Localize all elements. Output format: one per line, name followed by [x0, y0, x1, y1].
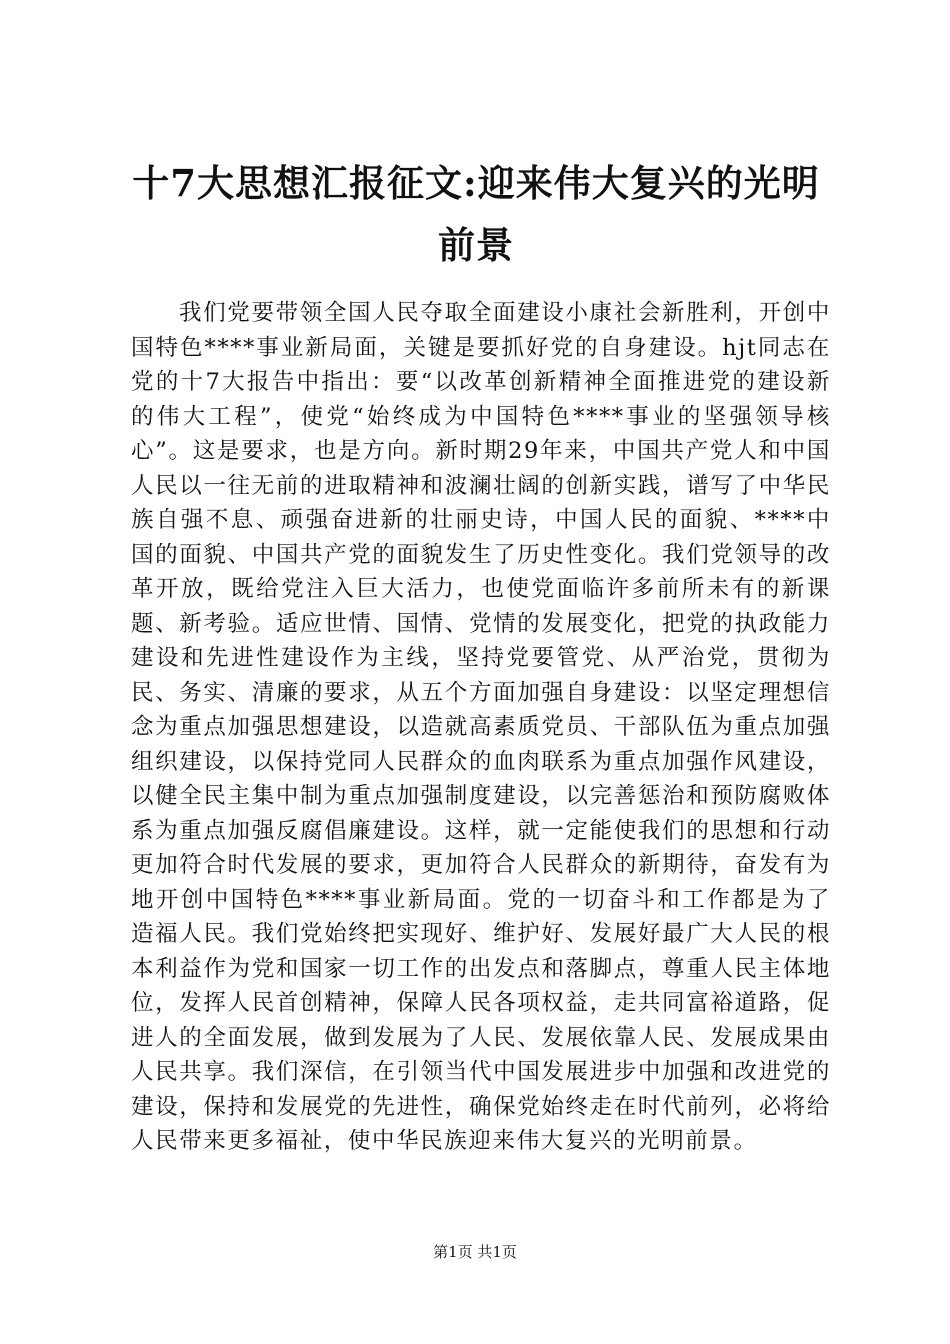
- page-number-footer: 第1页 共1页: [433, 1243, 517, 1261]
- document-body-paragraph: 我们党要带领全国人民夺取全面建设小康社会新胜利，开创中国特色****事业新局面，关键是要抓好党的自身建设。hjt同志在党的十7大报告中指出：要“以改革创新精神全面推进党的建设新的伟大工程”，使党“始终成为中国特色****事业的坚强领导核心”。这是要求，也是方向。新时期29年来，中国共产党人和中国人民以一往无前的进取精神和波澜壮阔的创新实践，谱写了中华民族自强不息、顽强奋进新的壮丽史诗，中国人民的面貌、****中国的面貌、中国共产党的面貌发生了历史性变化。我们党领导的改革开放，既给党注入巨大活力，也使党面临许多前所未有的新课题、新考验。适应世情、国情、党情的发展变化，把党的执政能力建设和先进性建设作为主线，坚持党要管党、从严治党，贯彻为民、务实、清廉的要求，从五个方面加强自身建设：以坚定理想信念为重点加强思想建设，以造就高素质党员、干部队伍为重点加强组织建设，以保持党同人民群众的血肉联系为重点加强作风建设，以健全民主集中制为重点加强制度建设，以完善惩治和预防腐败体系为重点加强反腐倡廉建设。这样，就一定能使我们的思想和行动更加符合时代发展的要求，更加符合人民群众的新期待，奋发有为地开创中国特色****事业新局面。党的一切奋斗和工作都是为了造福人民。我们党始终把实现好、维护好、发展好最广大人民的根本利益作为党和国家一切工作的出发点和落脚点，尊重人民主体地位，发挥人民首创精神，保障人民各项权益，走共同富裕道路，促进人的全面发展，做到发展为了人民、发展依靠人民、发展成果由人民共享。我们深信，在引领当代中国发展进步中加强和改进党的建设，保持和发展党的先进性，确保党始终走在时代前列，必将给人民带来更多福祉，使中华民族迎来伟大复兴的光明前景。: [131, 300, 831, 1154]
- document-title: 十7大思想汇报征文:迎来伟大复兴的光明前景: [132, 161, 820, 267]
